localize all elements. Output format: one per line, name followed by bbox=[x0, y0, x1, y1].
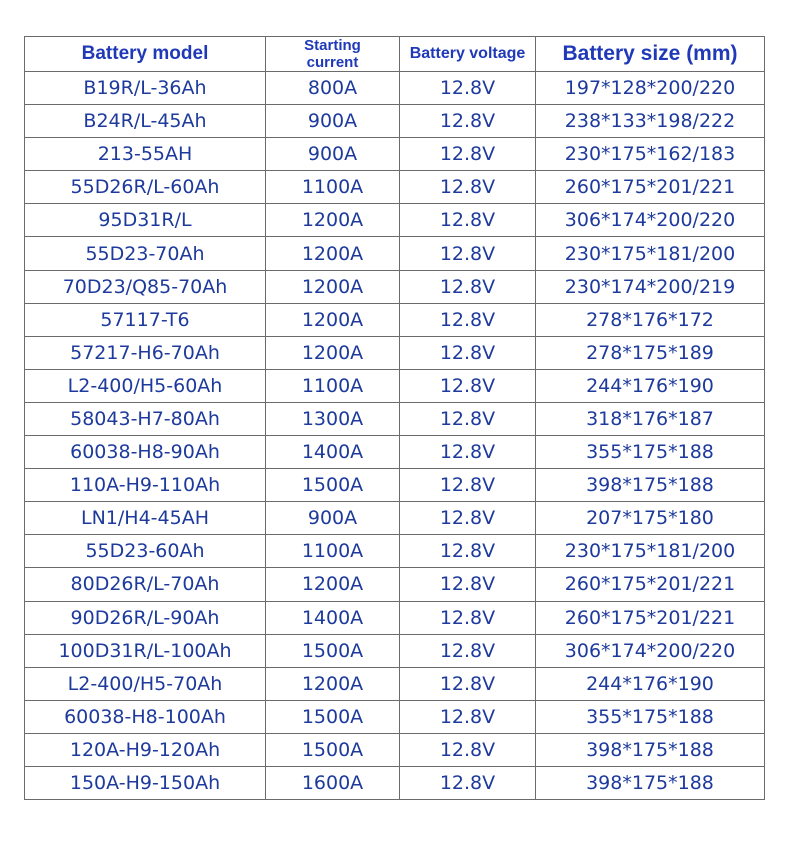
cell-battery-model: 60038-H8-100Ah bbox=[25, 700, 266, 733]
header-battery-size: Battery size (mm) bbox=[536, 37, 765, 72]
cell-battery-size: 260*175*201/221 bbox=[536, 568, 765, 601]
cell-battery-voltage: 12.8V bbox=[400, 634, 536, 667]
table-row bbox=[25, 204, 765, 237]
cell-battery-size: 355*175*188 bbox=[536, 436, 765, 469]
cell-battery-model: 55D26R/L-60Ah bbox=[25, 171, 266, 204]
table-row bbox=[25, 766, 765, 799]
cell-battery-model: 213-55AH bbox=[25, 138, 266, 171]
cell-battery-size: 260*175*201/221 bbox=[536, 601, 765, 634]
cell-starting-current: 1600A bbox=[266, 766, 400, 799]
cell-battery-model: B24R/L-45Ah bbox=[25, 105, 266, 138]
cell-starting-current: 1200A bbox=[266, 303, 400, 336]
table-row bbox=[25, 436, 765, 469]
cell-battery-voltage: 12.8V bbox=[400, 469, 536, 502]
cell-battery-voltage: 12.8V bbox=[400, 733, 536, 766]
table-row bbox=[25, 336, 765, 369]
table-row bbox=[25, 72, 765, 105]
cell-starting-current: 900A bbox=[266, 105, 400, 138]
cell-battery-size: 278*175*189 bbox=[536, 336, 765, 369]
battery-spec-table bbox=[24, 36, 765, 800]
cell-battery-model: 55D23-70Ah bbox=[25, 237, 266, 270]
table-row bbox=[25, 105, 765, 138]
cell-battery-voltage: 12.8V bbox=[400, 336, 536, 369]
cell-battery-size: 355*175*188 bbox=[536, 700, 765, 733]
cell-starting-current: 1100A bbox=[266, 369, 400, 402]
cell-battery-voltage: 12.8V bbox=[400, 568, 536, 601]
cell-battery-voltage: 12.8V bbox=[400, 601, 536, 634]
cell-starting-current: 1200A bbox=[266, 204, 400, 237]
table-row bbox=[25, 634, 765, 667]
cell-battery-model: 60038-H8-90Ah bbox=[25, 436, 266, 469]
cell-starting-current: 1200A bbox=[266, 237, 400, 270]
table-row bbox=[25, 171, 765, 204]
cell-battery-size: 398*175*188 bbox=[536, 733, 765, 766]
table-row bbox=[25, 535, 765, 568]
cell-battery-voltage: 12.8V bbox=[400, 700, 536, 733]
cell-starting-current: 1400A bbox=[266, 601, 400, 634]
cell-battery-model: 100D31R/L-100Ah bbox=[25, 634, 266, 667]
cell-starting-current: 900A bbox=[266, 138, 400, 171]
cell-starting-current: 1500A bbox=[266, 733, 400, 766]
cell-battery-voltage: 12.8V bbox=[400, 270, 536, 303]
table-row bbox=[25, 138, 765, 171]
cell-battery-model: 90D26R/L-90Ah bbox=[25, 601, 266, 634]
cell-starting-current: 1300A bbox=[266, 402, 400, 435]
header-battery-model: Battery model bbox=[25, 37, 266, 72]
cell-starting-current: 900A bbox=[266, 502, 400, 535]
cell-battery-voltage: 12.8V bbox=[400, 72, 536, 105]
cell-battery-size: 260*175*201/221 bbox=[536, 171, 765, 204]
cell-battery-size: 207*175*180 bbox=[536, 502, 765, 535]
cell-battery-voltage: 12.8V bbox=[400, 303, 536, 336]
cell-starting-current: 1200A bbox=[266, 336, 400, 369]
header-row bbox=[25, 37, 765, 72]
cell-battery-voltage: 12.8V bbox=[400, 502, 536, 535]
table-row bbox=[25, 601, 765, 634]
cell-battery-voltage: 12.8V bbox=[400, 402, 536, 435]
cell-starting-current: 1400A bbox=[266, 436, 400, 469]
table-row bbox=[25, 667, 765, 700]
cell-battery-size: 230*174*200/219 bbox=[536, 270, 765, 303]
cell-battery-size: 230*175*181/200 bbox=[536, 237, 765, 270]
cell-battery-model: 57117-T6 bbox=[25, 303, 266, 336]
table-row bbox=[25, 502, 765, 535]
cell-starting-current: 1200A bbox=[266, 667, 400, 700]
table-row bbox=[25, 469, 765, 502]
cell-battery-model: 120A-H9-120Ah bbox=[25, 733, 266, 766]
table-row bbox=[25, 733, 765, 766]
cell-battery-size: 238*133*198/222 bbox=[536, 105, 765, 138]
cell-battery-model: 150A-H9-150Ah bbox=[25, 766, 266, 799]
cell-battery-size: 197*128*200/220 bbox=[536, 72, 765, 105]
table-row bbox=[25, 237, 765, 270]
cell-battery-voltage: 12.8V bbox=[400, 535, 536, 568]
cell-battery-size: 306*174*200/220 bbox=[536, 204, 765, 237]
cell-battery-model: 80D26R/L-70Ah bbox=[25, 568, 266, 601]
cell-starting-current: 1500A bbox=[266, 469, 400, 502]
cell-battery-voltage: 12.8V bbox=[400, 369, 536, 402]
table-body bbox=[25, 72, 765, 800]
cell-battery-model: L2-400/H5-70Ah bbox=[25, 667, 266, 700]
cell-battery-size: 244*176*190 bbox=[536, 667, 765, 700]
cell-starting-current: 800A bbox=[266, 72, 400, 105]
cell-battery-size: 318*176*187 bbox=[536, 402, 765, 435]
cell-battery-voltage: 12.8V bbox=[400, 204, 536, 237]
cell-starting-current: 1500A bbox=[266, 634, 400, 667]
header-starting-current-line1: Starting bbox=[304, 37, 361, 54]
cell-starting-current: 1100A bbox=[266, 535, 400, 568]
cell-battery-voltage: 12.8V bbox=[400, 237, 536, 270]
cell-battery-size: 244*176*190 bbox=[536, 369, 765, 402]
cell-battery-model: 110A-H9-110Ah bbox=[25, 469, 266, 502]
table-row bbox=[25, 700, 765, 733]
cell-battery-model: 70D23/Q85-70Ah bbox=[25, 270, 266, 303]
cell-battery-size: 230*175*162/183 bbox=[536, 138, 765, 171]
cell-battery-voltage: 12.8V bbox=[400, 105, 536, 138]
cell-battery-voltage: 12.8V bbox=[400, 171, 536, 204]
cell-battery-voltage: 12.8V bbox=[400, 766, 536, 799]
header-starting-current bbox=[266, 37, 400, 72]
cell-battery-size: 230*175*181/200 bbox=[536, 535, 765, 568]
cell-starting-current: 1100A bbox=[266, 171, 400, 204]
table-row bbox=[25, 270, 765, 303]
cell-battery-model: LN1/H4-45AH bbox=[25, 502, 266, 535]
header-starting-current-line2: current bbox=[306, 54, 359, 71]
table-header bbox=[25, 37, 765, 72]
cell-battery-voltage: 12.8V bbox=[400, 667, 536, 700]
header-battery-voltage: Battery voltage bbox=[400, 37, 536, 72]
cell-battery-size: 398*175*188 bbox=[536, 766, 765, 799]
table-row bbox=[25, 369, 765, 402]
table-row bbox=[25, 303, 765, 336]
cell-starting-current: 1500A bbox=[266, 700, 400, 733]
cell-starting-current: 1200A bbox=[266, 568, 400, 601]
table-row bbox=[25, 402, 765, 435]
cell-battery-voltage: 12.8V bbox=[400, 138, 536, 171]
cell-battery-model: 55D23-60Ah bbox=[25, 535, 266, 568]
cell-battery-voltage: 12.8V bbox=[400, 436, 536, 469]
cell-battery-size: 398*175*188 bbox=[536, 469, 765, 502]
cell-battery-size: 306*174*200/220 bbox=[536, 634, 765, 667]
cell-battery-model: 95D31R/L bbox=[25, 204, 266, 237]
cell-battery-size: 278*176*172 bbox=[536, 303, 765, 336]
cell-battery-model: B19R/L-36Ah bbox=[25, 72, 266, 105]
cell-starting-current: 1200A bbox=[266, 270, 400, 303]
cell-battery-model: 57217-H6-70Ah bbox=[25, 336, 266, 369]
table-row bbox=[25, 568, 765, 601]
cell-battery-model: 58043-H7-80Ah bbox=[25, 402, 266, 435]
cell-battery-model: L2-400/H5-60Ah bbox=[25, 369, 266, 402]
